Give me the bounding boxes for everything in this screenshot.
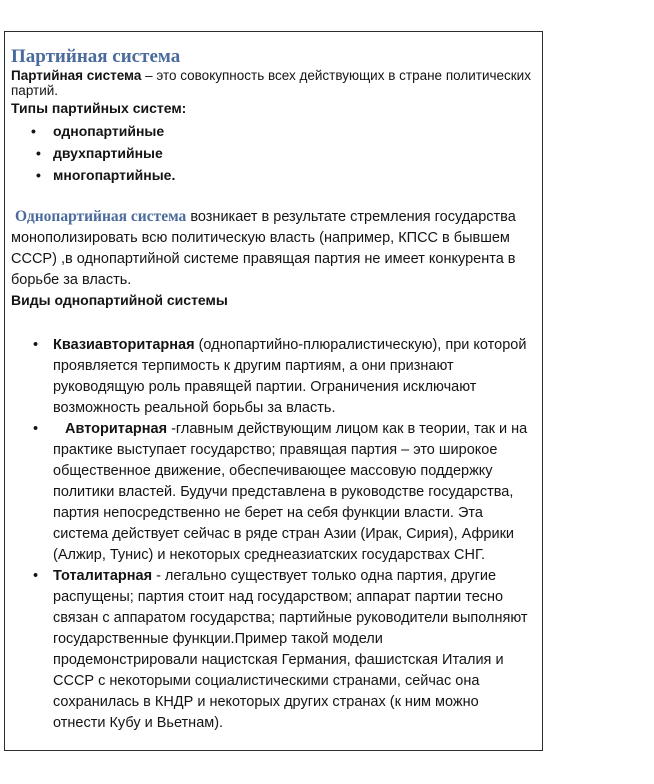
kinds-heading: Виды однопартийной системы: [11, 292, 228, 308]
bullet-icon: •: [36, 145, 41, 161]
kinds-list: [11, 335, 531, 734]
definition-term: Партийная система: [11, 68, 142, 83]
bullet-icon: •: [31, 123, 36, 139]
kind-term: Квазиавторитарная: [53, 337, 195, 353]
bullet-icon: •: [33, 568, 39, 584]
list-item: [11, 419, 531, 566]
list-item: [11, 335, 531, 419]
list-item: • однопартийные: [11, 120, 531, 142]
definition-paragraph: [11, 68, 531, 98]
kind-text: (однопартийно-плюралистическую), при которой проявляется терпимость к другим партиям, а они признают руководящую роль правящей партии. Ограничения исключают возможность реальной борьбы за власть.: [53, 337, 527, 416]
one-party-text: возникает в результате стремления государства монополизировать всю политическую власть (например, КПСС в бывшем СССР) ,в однопартийной системе правящая партия не имеет конкурента в борьбе за власть.: [11, 209, 516, 288]
list-item: [11, 566, 531, 734]
bullet-icon: •: [33, 421, 39, 437]
one-party-term: Однопартийная система: [15, 208, 187, 225]
kind-text: - легально существует только одна партия, другие распущены; партия стоит над государством; аппарат партии тесно связан с аппаратом государства; партийные руководители выполняют государственные функции.Пример такой модели продемонстрировали нацистская Германия, фашистская Италия и СССР с некоторыми социалистическими странами, сейчас она сохранилась в КНДР и некоторых других странах (к ним можно отнести Кубу и Вьетнам).: [53, 568, 528, 731]
types-list: [11, 120, 531, 186]
kind-term: Авторитарная: [65, 421, 168, 437]
definition-text: – это совокупность всех действующих в стране политических партий.: [11, 68, 531, 98]
document-page: [4, 31, 543, 751]
list-item: • многопартийные.: [11, 164, 531, 186]
kind-text: -главным действующим лицом как в теории, так и на практике выступает государство; правящая партия – это широкое общественное движение, обеспечивающее массовую поддержку политики властей. Будучи представлена в руководстве государства, партия непосредственно не берет на себя функции власти. Эта система действует сейчас в ряде стран Азии (Ирак, Сирия), Африки (Алжир, Тунис) и некоторых среднеазиатских государствах СНГ.: [53, 421, 528, 563]
list-item: • двухпартийные: [11, 142, 531, 164]
types-heading: Типы партийных систем:: [11, 100, 187, 116]
bullet-icon: •: [33, 337, 39, 353]
document-content: [11, 46, 531, 734]
kind-term: Тоталитарная: [53, 568, 153, 584]
page-title: Партийная система: [11, 46, 181, 67]
bullet-icon: •: [36, 167, 41, 183]
one-party-paragraph: [11, 206, 531, 291]
